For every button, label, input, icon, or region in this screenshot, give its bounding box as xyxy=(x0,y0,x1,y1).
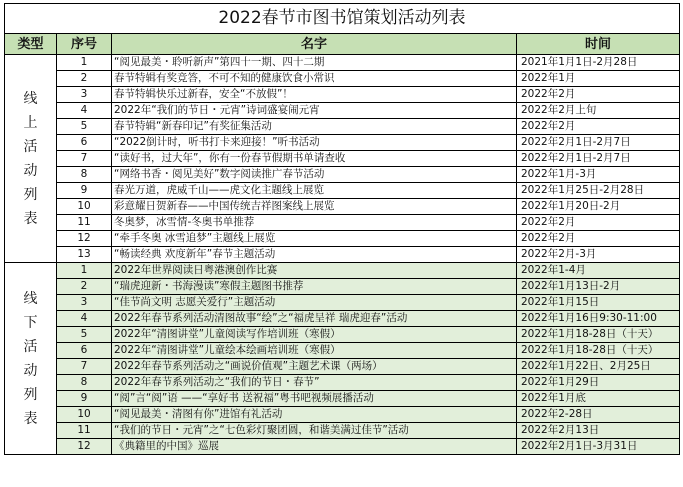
index-cell[interactable]: 9 xyxy=(57,183,112,199)
time-cell[interactable]: 2022年1月18-28日（十天） xyxy=(517,327,680,343)
name-cell[interactable]: “佳节尚文明 志愿关爱行”主题活动 xyxy=(112,295,517,311)
name-cell[interactable]: 彩意耀日贺新春——中国传统吉祥图案线上展览 xyxy=(112,199,517,215)
time-cell[interactable]: 2022年1月22日、2月25日 xyxy=(517,359,680,375)
table-row xyxy=(5,55,680,71)
table-row xyxy=(5,119,680,135)
time-cell[interactable]: 2022年1月29日 xyxy=(517,375,680,391)
table-row xyxy=(5,423,680,439)
index-cell[interactable]: 8 xyxy=(57,167,112,183)
header-index[interactable]: 序号 xyxy=(57,34,112,55)
index-cell[interactable]: 5 xyxy=(57,119,112,135)
table-row xyxy=(5,71,680,87)
name-cell[interactable]: 2022年“我们的节日・元宵”诗词盛宴闹元宵 xyxy=(112,103,517,119)
name-cell[interactable]: “网络书香・阅见美好”数字阅读推广春节活动 xyxy=(112,167,517,183)
time-cell[interactable]: 2022年2月 xyxy=(517,215,680,231)
index-cell[interactable]: 3 xyxy=(57,295,112,311)
table-row xyxy=(5,391,680,407)
time-cell[interactable]: 2022年2月13日 xyxy=(517,423,680,439)
time-cell[interactable]: 2022年2月上旬 xyxy=(517,103,680,119)
name-cell[interactable]: 《典籍里的中国》巡展 xyxy=(112,439,517,455)
index-cell[interactable]: 4 xyxy=(57,311,112,327)
time-cell[interactable]: 2022年1月20日-2月 xyxy=(517,199,680,215)
time-cell[interactable]: 2021年1月1日-2月28日 xyxy=(517,55,680,71)
header-name[interactable]: 名字 xyxy=(112,34,517,55)
table-row xyxy=(5,231,680,247)
table-body xyxy=(5,4,680,455)
time-cell[interactable]: 2022年2-28日 xyxy=(517,407,680,423)
table-row xyxy=(5,343,680,359)
table-row xyxy=(5,167,680,183)
index-cell[interactable]: 6 xyxy=(57,343,112,359)
table-row xyxy=(5,215,680,231)
index-cell[interactable]: 11 xyxy=(57,423,112,439)
index-cell[interactable]: 6 xyxy=(57,135,112,151)
name-cell[interactable]: 2022年世界阅读日粤港澳创作比赛 xyxy=(112,263,517,279)
name-cell[interactable]: 春光万道，虎威千山——虎文化主题线上展览 xyxy=(112,183,517,199)
time-cell[interactable]: 2022年1-4月 xyxy=(517,263,680,279)
name-cell[interactable]: “畅读经典 欢度新年”春节主题活动 xyxy=(112,247,517,263)
index-cell[interactable]: 1 xyxy=(57,263,112,279)
index-cell[interactable]: 7 xyxy=(57,151,112,167)
category-cell-offline[interactable] xyxy=(5,263,57,455)
table-row xyxy=(5,135,680,151)
time-cell[interactable]: 2022年1月-3月 xyxy=(517,167,680,183)
index-cell[interactable]: 2 xyxy=(57,279,112,295)
table-title[interactable]: 2022春节市图书馆策划活动列表 xyxy=(5,4,680,34)
table-row xyxy=(5,183,680,199)
table-row xyxy=(5,375,680,391)
time-cell[interactable]: 2022年2月 xyxy=(517,119,680,135)
table-row xyxy=(5,151,680,167)
time-cell[interactable]: 2022年1月25日-2月28日 xyxy=(517,183,680,199)
name-cell[interactable]: 2022年春节系列活动清图故事“绘”之“福虎呈祥 瑞虎迎春”活动 xyxy=(112,311,517,327)
name-cell[interactable]: “牵手冬奥 冰雪追梦”主题线上展览 xyxy=(112,231,517,247)
index-cell[interactable]: 10 xyxy=(57,199,112,215)
index-cell[interactable]: 11 xyxy=(57,215,112,231)
index-cell[interactable]: 3 xyxy=(57,87,112,103)
table-row xyxy=(5,327,680,343)
name-cell[interactable]: “2022倒计时，听书打卡来迎接！”听书活动 xyxy=(112,135,517,151)
name-cell[interactable]: 2022年春节系列活动之“我们的节日・春节” xyxy=(112,375,517,391)
index-cell[interactable]: 9 xyxy=(57,391,112,407)
time-cell[interactable]: 2022年1月 xyxy=(517,71,680,87)
name-cell[interactable]: 春节特辑“新春印记”有奖征集活动 xyxy=(112,119,517,135)
table-row xyxy=(5,199,680,215)
table-row xyxy=(5,87,680,103)
time-cell[interactable]: 2022年1月16日9:30-11:00 xyxy=(517,311,680,327)
name-cell[interactable]: 春节特辑快乐过新春，安全“不放假”！ xyxy=(112,87,517,103)
table-row xyxy=(5,295,680,311)
index-cell[interactable]: 4 xyxy=(57,103,112,119)
index-cell[interactable]: 5 xyxy=(57,327,112,343)
time-cell[interactable]: 2022年2月 xyxy=(517,87,680,103)
time-cell[interactable]: 2022年2月1日-2月7日 xyxy=(517,151,680,167)
name-cell[interactable]: 2022年春节系列活动之“画说价值观”主题艺术课（两场） xyxy=(112,359,517,375)
index-cell[interactable]: 13 xyxy=(57,247,112,263)
index-cell[interactable]: 8 xyxy=(57,375,112,391)
name-cell[interactable]: 2022年“清图讲堂”儿童绘本绘画培训班（寒假） xyxy=(112,343,517,359)
time-cell[interactable]: 2022年1月18-28日（十天） xyxy=(517,343,680,359)
category-cell-online[interactable] xyxy=(5,55,57,263)
table-row xyxy=(5,439,680,455)
table-row xyxy=(5,359,680,375)
name-cell[interactable]: “阅见最美・聆听新声”第四十一期、四十二期 xyxy=(112,55,517,71)
index-cell[interactable]: 10 xyxy=(57,407,112,423)
time-cell[interactable]: 2022年2月1日-2月7日 xyxy=(517,135,680,151)
index-cell[interactable]: 12 xyxy=(57,231,112,247)
activity-table xyxy=(4,3,680,455)
name-cell[interactable]: “阅”言“阅”语 ——“享好书 送祝福”粤书吧视频展播活动 xyxy=(112,391,517,407)
index-cell[interactable]: 2 xyxy=(57,71,112,87)
time-cell[interactable]: 2022年1月15日 xyxy=(517,295,680,311)
index-cell[interactable]: 1 xyxy=(57,55,112,71)
table-row xyxy=(5,263,680,279)
table-row xyxy=(5,247,680,263)
name-cell[interactable]: “我们的节日・元宵”之“七色彩灯聚团圆，和谐美满过佳节”活动 xyxy=(112,423,517,439)
name-cell[interactable]: “读好书，过大年”，你有一份春节假期书单请查收 xyxy=(112,151,517,167)
index-cell[interactable]: 7 xyxy=(57,359,112,375)
category-label: 线上活动列表 xyxy=(23,90,38,227)
table-row xyxy=(5,279,680,295)
header-row xyxy=(5,34,680,55)
category-label: 线下活动列表 xyxy=(23,290,38,427)
name-cell[interactable]: “瑞虎迎新・书海漫读”寒假主题图书推荐 xyxy=(112,279,517,295)
header-time[interactable]: 时间 xyxy=(517,34,680,55)
time-cell[interactable]: 2022年1月底 xyxy=(517,391,680,407)
table-row xyxy=(5,407,680,423)
time-cell[interactable]: 2022年1月13日-2月 xyxy=(517,279,680,295)
time-cell[interactable]: 2022年2月 xyxy=(517,231,680,247)
header-type[interactable]: 类型 xyxy=(5,34,57,55)
table-row xyxy=(5,103,680,119)
table-row xyxy=(5,311,680,327)
name-cell[interactable]: “阅见最美・清图有你”进馆有礼活动 xyxy=(112,407,517,423)
name-cell[interactable]: 冬奥梦，冰雪情-冬奥书单推荐 xyxy=(112,215,517,231)
index-cell[interactable]: 12 xyxy=(57,439,112,455)
title-row xyxy=(5,4,680,34)
name-cell[interactable]: 2022年“清图讲堂”儿童阅读写作培训班（寒假） xyxy=(112,327,517,343)
name-cell[interactable]: 春节特辑有奖竞答，不可不知的健康饮食小常识 xyxy=(112,71,517,87)
time-cell[interactable]: 2022年2月1日-3月31日 xyxy=(517,439,680,455)
time-cell[interactable]: 2022年2月-3月 xyxy=(517,247,680,263)
